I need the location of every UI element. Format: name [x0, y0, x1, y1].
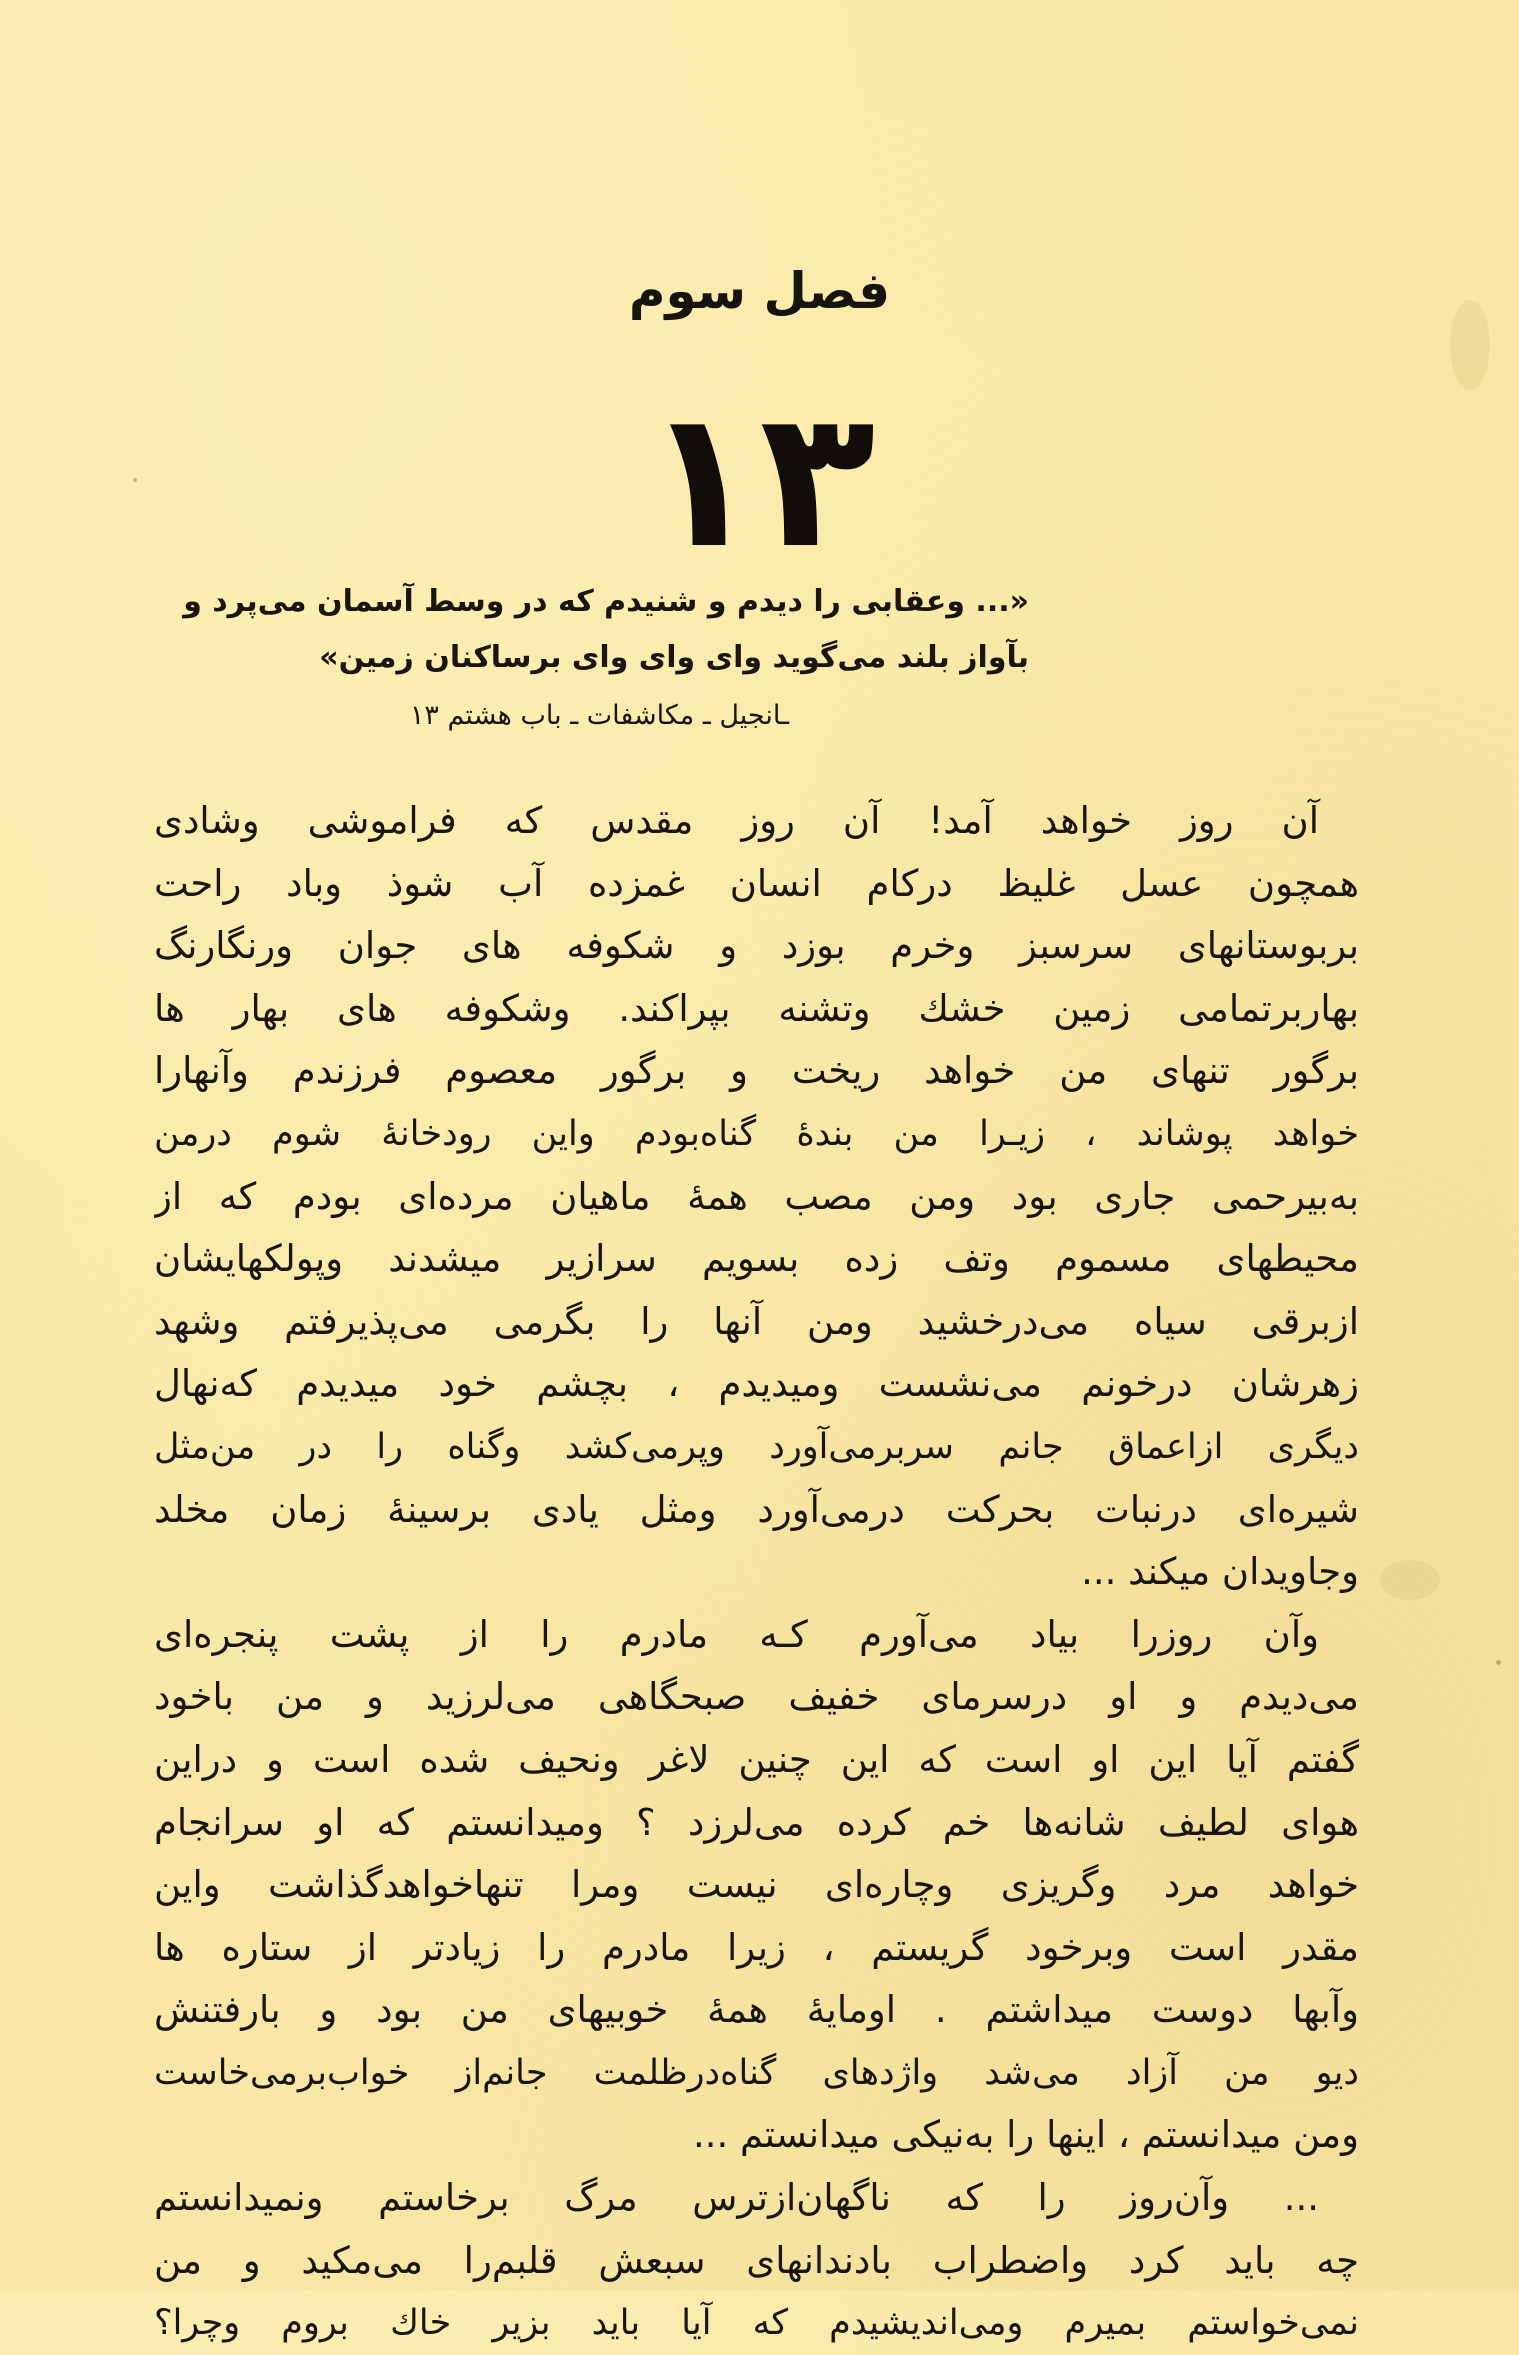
epigraph-line: بآواز بلند می‌گوید وای وای وای برساکنان زمین»: [319, 640, 1029, 675]
text-line: محیطهای مسموم وتف زده بسویم سرازیر میشدند وپولکهایشان: [154, 1237, 1359, 1281]
text-line: برگور تنهای من خواهد ریخت و برگور معصوم فرزندم وآنهارا: [154, 1049, 1359, 1093]
text-line: بربوستانهای سرسبز وخرم بوزد و شکوفه های جوان ورنگارنگ: [154, 924, 1359, 968]
text-line: گفتم آیا این او است که این چنین لاغر ونحیف شده است و دراین: [154, 1737, 1359, 1781]
text-line: وجاویدان میکند ...: [1081, 1550, 1359, 1594]
epigraph-line: «... وعقابی را دیدم و شنیدم که در وسط آسمان می‌پرد و: [183, 584, 1029, 619]
text-line: دیو من آزاد می‌شد واژدهای گناه‌درظلمت جانم‌از خواب‌برمی‌خاست: [154, 2052, 1359, 2093]
epigraph-source: ـانجیل ـ مکاشفات ـ باب هشتم ۱۳: [409, 700, 789, 731]
text-line: ومن میدانستم ، اینها را به‌نیکی میدانستم ...: [692, 2113, 1359, 2157]
text-line: نمی‌خواستم بمیرم ومی‌اندیشیدم که آیا باید بزیر خاك بروم وچرا؟: [154, 2303, 1359, 2344]
text-line: خواهد مرد وگریزی وچاره‌ای نیست ومرا تنهاخواهدگذاشت واین: [154, 1863, 1359, 1907]
text-line: چه باید کرد واضطراب بادندانهای سبعش قلبم‌را می‌مکید و من: [154, 2238, 1359, 2282]
text-line: دیگری ازاعماق جانم سربرمی‌آورد وپرمی‌کشد وگناه را در من‌مثل: [154, 1426, 1359, 1467]
text-line: آن روز خواهد آمد! آن روز مقدس که فراموشی وشادی: [154, 799, 1319, 842]
text-line: همچون عسل غلیظ درکام انسان غمزده آب شوذ وباد راحت: [154, 861, 1359, 905]
text-line: می‌دیدم و او درسرمای خفیف صبحگاهی می‌لرزید و من باخود: [154, 1675, 1359, 1719]
body-text: [154, 790, 1359, 2355]
text-line: خواهد پوشاند ، زیـرا من بندهٔ گناه‌بودم واین رودخانهٔ شوم درمن: [154, 1113, 1359, 1154]
text-line: زهرشان درخونم می‌نشست ومیدیدم ، بچشم خود میدیدم که‌نهال: [154, 1362, 1359, 1406]
paper-stain: [1380, 1560, 1440, 1600]
text-line: ازبرقی سیاه می‌درخشید ومن آنها را بگرمی می‌پذیرفتم وشهد: [154, 1299, 1359, 1343]
text-line: هوای لطیف شانه‌ها خم کرده می‌لرزد ؟ ومیدانستم که او سرانجام: [154, 1800, 1359, 1844]
paper-speck: [1496, 1660, 1501, 1665]
chapter-label: فصل سوم: [628, 262, 891, 320]
text-line: وآبها دوست میداشتم . اومایهٔ همهٔ خوبیهای من بود و بارفتنش: [154, 1988, 1359, 2032]
text-line: به‌بیرحمی جاری بود ومن مصب همهٔ ماهیان مرده‌ای بودم که از: [154, 1174, 1359, 1218]
text-line: شیره‌ای درنبات بحرکت درمی‌آورد ومثل یادی برسینهٔ زمان مخلد: [154, 1487, 1359, 1531]
text-line: مقدر است وبرخود گریستم ، زیرا مادرم را زیادتر از ستاره ها: [154, 1925, 1359, 1969]
chapter-number: ۱۳: [643, 369, 876, 590]
text-line: ... وآن‌روز را که ناگهان‌ازترس مرگ برخاستم ونمیدانستم: [154, 2176, 1319, 2220]
text-line: وآن روزرا بیاد می‌آورم کـه مادرم را از پشت پنجره‌ای: [154, 1612, 1319, 1656]
text-line: بهاربرتمامی زمین خشك وتشنه بپراکند. وشکوفه های بهار ها: [154, 986, 1359, 1030]
